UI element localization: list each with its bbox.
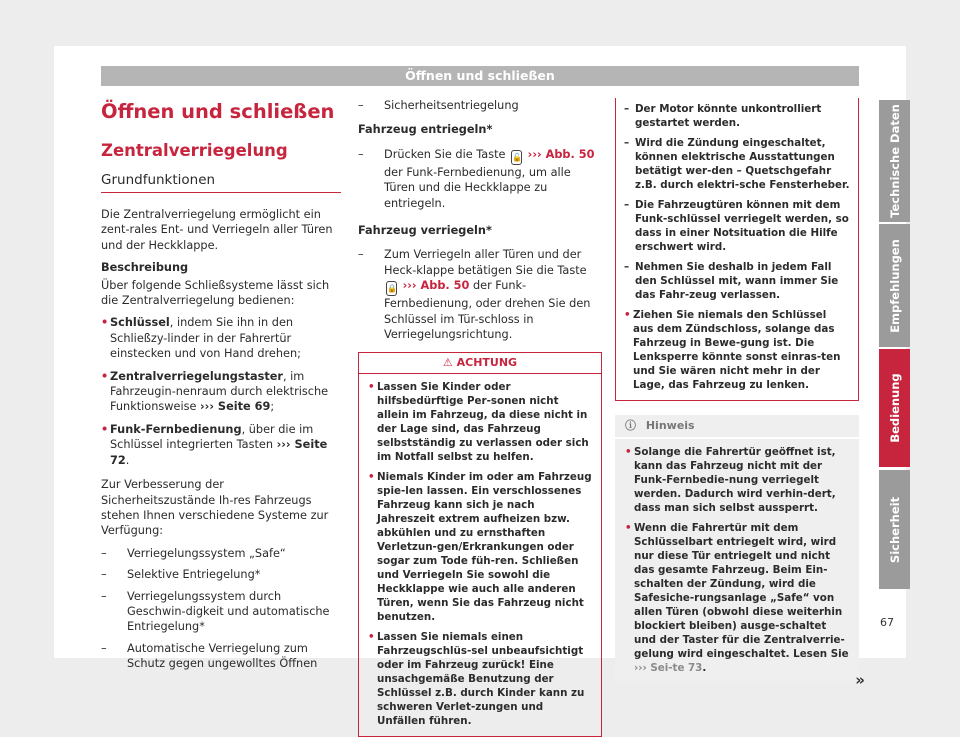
warning-box-continued bbox=[615, 98, 859, 401]
list-item-text: Verriegelungssystem durch Geschwin-digkeit und automatische Entriegelung* bbox=[127, 589, 330, 634]
warning-text: Lassen Sie niemals einen Fahrzeugschlüs-sel unbeaufsichtigt oder im Fahrzeug zurück! Eine unsachgemäße Benutzung der Schlüssel z.B. durch Kinder kann zu schweren Verlet-zungen und Unfällen führen. bbox=[377, 631, 585, 728]
warning-item bbox=[368, 470, 593, 624]
beschreibung-heading: Beschreibung bbox=[101, 261, 189, 275]
list-item bbox=[101, 589, 341, 635]
dash-icon: – bbox=[101, 568, 107, 582]
dash-icon: – bbox=[101, 641, 107, 655]
warning-triangle-icon: ⚠ bbox=[442, 356, 453, 370]
warning-item bbox=[624, 308, 850, 392]
note-text: Wenn die Fahrertür mit dem Schlüsselbart entriegelt wird, wird nur diese Tür entriegelt und nicht das gesamte Fahrzeug. Beim Ein-schalten der Zündung, wird die Safesiche-rungsanlage „Safe“ von allen Türen (obwohl diese weiterhin blockiert bleiben) ausge-schaltet und der Taster für die Zentralverrie-gelung wird eingeschaltet. Lesen Sie bbox=[634, 522, 849, 660]
dash-icon: – bbox=[624, 199, 630, 211]
bullet-icon: • bbox=[368, 631, 375, 644]
dash-icon: – bbox=[624, 103, 630, 115]
verriegeln-heading: Fahrzeug verriegeln* bbox=[358, 224, 492, 238]
tab-empfehlungen[interactable] bbox=[879, 224, 910, 347]
instruction-text: Drücken Sie die Taste bbox=[384, 147, 506, 161]
list-item bbox=[101, 422, 341, 468]
bullet-icon: • bbox=[368, 381, 375, 394]
lock-key-icon: 🔒 bbox=[386, 281, 397, 296]
systems-paragraph: Zur Verbesserung der Sicherheitszustände Ih-res Fahrzeugs stehen Ihnen verschiedene Systeme zur Verfügung: bbox=[101, 478, 329, 538]
warning-text: Lassen Sie Kinder oder hilfsbedürftige Per-sonen nicht allein im Fahrzeug, da diese nicht in der Lage sind, das Fahrzeug selbstständig zu verlassen oder sich im Notfall selbst zu helfen. bbox=[377, 381, 589, 464]
warning-text: Der Motor könnte unkontrolliert gestartet werden. bbox=[635, 103, 822, 129]
dash-icon: – bbox=[358, 99, 364, 112]
warning-item bbox=[624, 198, 850, 254]
figure-reference-link[interactable]: ››› Abb. 50 bbox=[527, 147, 595, 161]
column-3 bbox=[615, 98, 865, 689]
term-description: , indem Sie ihn in den Schließzy-linder in der Fahrertür einstecken und von Hand drehen; bbox=[110, 316, 301, 361]
note-text: Solange die Fahrertür geöffnet ist, kann das Fahrzeug nicht mit der Funk-Fernbedie-nung verriegelt werden. Dadurch wird verhin-dert, dass man sich selbst aussperrt. bbox=[634, 446, 836, 514]
note-box bbox=[615, 415, 865, 689]
list-item-text: Verriegelungssystem „Safe“ bbox=[127, 546, 286, 560]
term-description: , über die im Schlüssel integrierten Tasten bbox=[110, 422, 314, 452]
note-item bbox=[625, 521, 851, 675]
info-icon: ⓘ bbox=[625, 419, 636, 432]
bullet-icon: • bbox=[624, 309, 631, 321]
list-item bbox=[101, 546, 341, 561]
bullet-icon: • bbox=[368, 471, 375, 484]
chapter-title: Öffnen und schließen bbox=[101, 100, 335, 123]
list-item bbox=[101, 369, 341, 415]
tab-technische-daten[interactable] bbox=[879, 100, 910, 222]
bullet-icon: • bbox=[101, 316, 109, 330]
instruction-text: der Funk-Fernbedienung, um alle Türen und die Heckklappe zu entriegeln. bbox=[384, 165, 571, 210]
dash-icon: – bbox=[101, 589, 107, 603]
list-item bbox=[101, 641, 341, 672]
punctuation: . bbox=[125, 453, 130, 467]
note-item bbox=[625, 445, 851, 515]
term: Funk-Fernbedienung bbox=[110, 422, 242, 436]
beschreibung-paragraph: Über folgende Schließsysteme lässt sich die Zentralverriegelung bedienen: bbox=[101, 278, 330, 308]
entriegeln-heading: Fahrzeug entriegeln* bbox=[358, 123, 493, 137]
tab-label: Technische Daten bbox=[887, 104, 902, 218]
warning-text: Niemals Kinder im oder am Fahrzeug spie-len lassen. Ein verschlossenes Fahrzeug kann sich je nach Jahreszeit extrem aufheizen bzw. abkühlen und zu ernsthaften Verletzun-gen/Erkrankungen oder sogar zum Tode füh-ren. Schließen und Verriegeln Sie sowohl die Heckklappe wie auch alle anderen Türen, wenn Sie das Fahrzeug nicht benutzen. bbox=[377, 471, 592, 624]
list-item bbox=[358, 98, 602, 113]
page-reference-link[interactable]: ››› Seite 69 bbox=[200, 400, 271, 414]
unlock-key-icon: 🔓 bbox=[511, 150, 522, 165]
tab-label: Empfehlungen bbox=[887, 238, 902, 333]
page-reference-link[interactable]: ››› Seite 72 bbox=[110, 438, 328, 467]
warning-text: Ziehen Sie niemals den Schlüssel aus dem Zündschloss, solange das Fahrzeug in Bewe-gung ist. Die Lenksperre könnte sonst einras-ten und Sie wären nicht mehr in der Lage, das Fahrzeug zu lenken. bbox=[633, 309, 841, 391]
dash-icon: – bbox=[358, 147, 364, 161]
column-2 bbox=[358, 98, 602, 737]
warning-item bbox=[624, 260, 850, 302]
warning-item bbox=[624, 136, 850, 192]
bullet-icon: • bbox=[101, 369, 109, 383]
warning-title: ACHTUNG bbox=[456, 356, 518, 370]
dash-icon: – bbox=[101, 546, 107, 560]
instruction-text: Zum Verriegeln aller Türen und der Heck-klappe betätigen Sie die Taste bbox=[384, 248, 587, 277]
warning-text: Nehmen Sie deshalb in jedem Fall den Schlüssel mit, wann immer Sie das Fahr-zeug verlassen. bbox=[635, 261, 839, 301]
note-body bbox=[615, 439, 859, 675]
instruction-item bbox=[358, 247, 602, 342]
warning-body bbox=[359, 374, 601, 736]
tab-label: Sicherheit bbox=[887, 496, 902, 563]
list-item bbox=[101, 567, 341, 582]
page-header: Öffnen und schließen bbox=[101, 66, 859, 86]
warning-header bbox=[359, 353, 601, 374]
list-item-text: Automatische Verriegelung zum Schutz gegen ungewolltes Öffnen bbox=[127, 641, 318, 671]
dash-icon: – bbox=[624, 261, 630, 273]
term-description: , im Fahrzeugin-nenraum durch elektrische Funktionsweise bbox=[110, 369, 329, 414]
punctuation: . bbox=[702, 662, 707, 674]
page-reference-link[interactable]: ››› Sei-te 73 bbox=[634, 662, 703, 674]
instruction-item bbox=[358, 147, 602, 211]
figure-reference-link[interactable]: ››› Abb. 50 bbox=[402, 279, 470, 293]
note-header bbox=[615, 415, 859, 439]
dash-icon: – bbox=[624, 137, 630, 149]
dash-icon: – bbox=[358, 248, 364, 262]
column-1 bbox=[101, 98, 341, 678]
warning-item bbox=[624, 102, 850, 130]
warning-text: Die Fahrzeugtüren können mit dem Funk-schlüssel verriegelt werden, so dass in einer Notsituation die Hilfe erschwert wird. bbox=[635, 199, 849, 253]
warning-text: Wird die Zündung eingeschaltet, können elektrische Ausstattungen betätigt wer-den – Quetschgefahr z.B. durch elektri-sche Fensterheber. bbox=[635, 137, 850, 191]
continue-arrow-icon: » bbox=[855, 671, 865, 689]
tab-bedienung[interactable] bbox=[879, 349, 910, 467]
term: Schlüssel bbox=[110, 316, 170, 330]
bullet-icon: • bbox=[625, 446, 632, 458]
note-title: Hinweis bbox=[645, 419, 695, 432]
bullet-icon: • bbox=[101, 422, 109, 436]
term: Zentralverriegelungstaster bbox=[110, 369, 283, 383]
list-item-text: Sicherheitsentriegelung bbox=[384, 99, 519, 112]
warning-box bbox=[358, 352, 602, 737]
subsection-heading bbox=[101, 171, 341, 193]
punctuation: ; bbox=[270, 400, 275, 414]
warning-item bbox=[368, 380, 593, 464]
intro-paragraph: Die Zentralverriegelung ermöglicht ein zent-rales Ent- und Verriegeln aller Türen und der Heckklappe. bbox=[101, 208, 333, 252]
warning-item bbox=[368, 630, 593, 728]
instruction-text: der Funk-Fernbedienung, oder drehen Sie den Schlüssel im Tür-schloss in Verriegelungsrichtung. bbox=[384, 279, 591, 342]
list-item bbox=[101, 315, 341, 361]
tab-sicherheit[interactable] bbox=[879, 470, 910, 589]
list-item-text: Selektive Entriegelung* bbox=[127, 568, 261, 582]
section-title: Zentralverriegelung bbox=[101, 141, 288, 160]
bullet-icon: • bbox=[625, 522, 632, 534]
subsection-title: Grundfunktionen bbox=[101, 172, 216, 188]
tab-label: Bedienung bbox=[887, 373, 902, 443]
page-number: 67 bbox=[880, 616, 894, 629]
